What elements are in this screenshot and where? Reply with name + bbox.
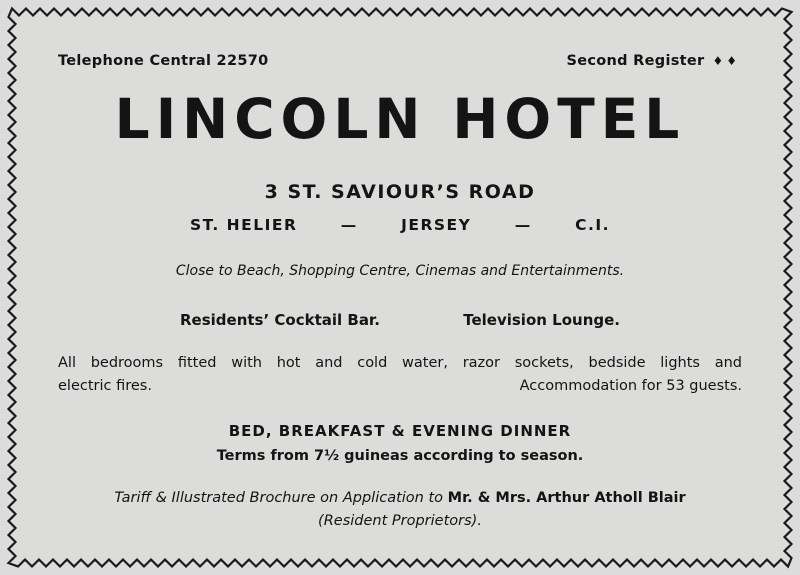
proprietor-names: Mr. & Mrs. Arthur Atholl Blair xyxy=(447,490,686,506)
bedroom-description-line1: All bedrooms fitted with hot and cold water, razor sockets, bedside lights and xyxy=(58,355,742,371)
separator-dash: — xyxy=(340,216,358,234)
street-address: 3 ST. SAVIOUR’S ROAD xyxy=(264,181,536,203)
tariff-lead: Tariff & Illustrated Brochure on Application to xyxy=(114,490,444,506)
separator-dash: — xyxy=(514,216,532,234)
diamond-icon: ♦♦ xyxy=(712,54,740,68)
amenities-row xyxy=(180,311,620,329)
accommodation-capacity: Accommodation for 53 guests. xyxy=(519,378,742,394)
meal-plan: BED, BREAKFAST & EVENING DINNER xyxy=(228,422,572,440)
register-text: Second Register xyxy=(566,53,705,69)
television-lounge: Television Lounge. xyxy=(463,311,620,329)
region-name: C.I. xyxy=(575,216,610,234)
town-name: ST. HELIER xyxy=(190,216,298,234)
register-label xyxy=(567,53,741,69)
pricing-terms: Terms from 7½ guineas according to season. xyxy=(216,448,584,464)
island-name: JERSEY xyxy=(401,216,472,234)
bedroom-description-line2 xyxy=(58,378,742,394)
bedroom-description-end: electric fires. xyxy=(58,378,152,394)
cocktail-bar: Residents’ Cocktail Bar. xyxy=(180,311,380,329)
hotel-name xyxy=(0,87,800,151)
telephone-number: Telephone Central 22570 xyxy=(58,53,269,69)
hotel-name-word2: HOTEL xyxy=(452,87,686,151)
proprietor-role: (Resident Proprietors). xyxy=(318,513,482,529)
hotel-name-word1: LINCOLN xyxy=(114,87,427,151)
location-row xyxy=(190,216,610,234)
tariff-line xyxy=(0,490,800,506)
location-features: Close to Beach, Shopping Centre, Cinemas and Entertainments. xyxy=(175,263,625,279)
